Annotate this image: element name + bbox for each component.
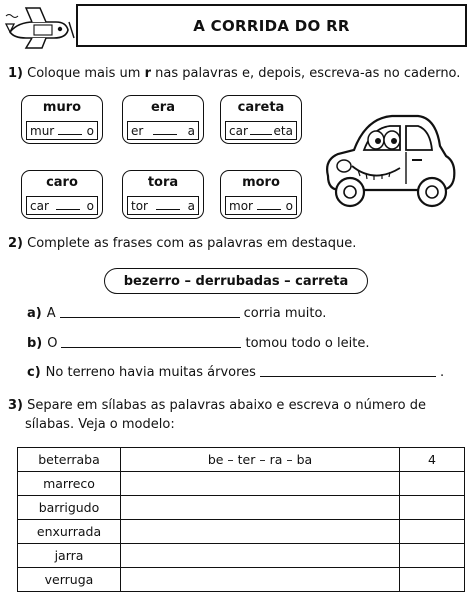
card-word: tora — [147, 175, 179, 190]
table-row — [18, 520, 465, 544]
card-prefix: mor — [229, 198, 253, 213]
word-card — [21, 95, 103, 144]
question-2-number: 2) — [8, 236, 23, 251]
cartoon-car-illustration — [314, 104, 464, 214]
table-syllables[interactable] — [121, 496, 400, 520]
question-2-text: Complete as frases com as palavras em destaque. — [27, 236, 357, 251]
question-1-rest: nas palavras e, depois, escreva-as no caderno. — [155, 66, 461, 81]
card-fill-box — [225, 196, 297, 215]
answer-blank[interactable] — [61, 346, 241, 348]
table-row — [18, 496, 465, 520]
answer-blank[interactable] — [260, 375, 436, 377]
sentence-c — [27, 365, 444, 380]
sentence-a — [27, 306, 326, 321]
table-syllables: be – ter – ra – ba — [121, 448, 400, 472]
sentence-label: c) — [27, 365, 41, 380]
question-3-number: 3) — [8, 398, 23, 413]
table-syllables[interactable] — [121, 520, 400, 544]
word-card — [220, 170, 302, 219]
word-card — [122, 170, 204, 219]
question-1-text: Coloque mais um — [27, 66, 141, 81]
sentence-label: a) — [27, 306, 42, 321]
word-card — [21, 170, 103, 219]
card-suffix: o — [86, 198, 94, 213]
sentence-end: tomou todo o leite. — [245, 336, 370, 351]
word-card — [220, 95, 302, 144]
table-row — [18, 448, 465, 472]
highlight-words: bezerro – derrubadas – carreta — [104, 268, 368, 294]
table-count[interactable] — [400, 520, 465, 544]
table-count[interactable] — [400, 568, 465, 592]
card-prefix: mur — [30, 123, 55, 138]
card-word: era — [150, 100, 175, 115]
table-syllables[interactable] — [121, 544, 400, 568]
card-blank[interactable] — [56, 201, 80, 210]
card-word: careta — [237, 100, 285, 115]
card-word: caro — [46, 175, 78, 190]
sentence-start: No terreno havia muitas árvores — [45, 365, 256, 380]
card-blank[interactable] — [257, 201, 281, 210]
card-suffix: eta — [273, 123, 293, 138]
sentence-b — [27, 336, 369, 351]
card-blank[interactable] — [153, 126, 177, 135]
table-syllables[interactable] — [121, 472, 400, 496]
table-row — [18, 568, 465, 592]
card-word: moro — [242, 175, 280, 190]
card-prefix: er — [131, 123, 144, 138]
table-word: verruga — [18, 568, 121, 592]
sentence-start: O — [47, 336, 58, 351]
table-count: 4 — [400, 448, 465, 472]
question-2 — [8, 236, 356, 251]
card-prefix: tor — [131, 198, 148, 213]
table-word: barrigudo — [18, 496, 121, 520]
table-count[interactable] — [400, 472, 465, 496]
table-word: beterraba — [18, 448, 121, 472]
card-word: muro — [42, 100, 82, 115]
question-3-text: Separe em sílabas as palavras abaixo e escreva o número de — [27, 398, 426, 413]
question-1 — [8, 66, 460, 81]
card-suffix: o — [285, 198, 293, 213]
card-suffix: a — [187, 123, 195, 138]
question-3 — [8, 398, 426, 413]
question-3-line-2: sílabas. Veja o modelo: — [25, 417, 175, 432]
card-prefix: car — [229, 123, 248, 138]
card-suffix: o — [86, 123, 94, 138]
card-fill-box — [225, 121, 297, 140]
sentence-end: corria muito. — [243, 306, 327, 321]
table-word: marreco — [18, 472, 121, 496]
question-1-number: 1) — [8, 66, 23, 81]
card-fill-box — [127, 121, 199, 140]
question-1-letter: r — [144, 66, 151, 81]
table-row — [18, 544, 465, 568]
card-blank[interactable] — [156, 201, 180, 210]
card-fill-box — [26, 196, 98, 215]
table-row — [18, 472, 465, 496]
answer-blank[interactable] — [60, 316, 240, 318]
card-blank[interactable] — [250, 126, 272, 135]
sentence-start: A — [46, 306, 56, 321]
sentence-label: b) — [27, 336, 43, 351]
table-word: jarra — [18, 544, 121, 568]
airplane-logo-icon — [4, 2, 76, 50]
table-word: enxurrada — [18, 520, 121, 544]
sentence-end: . — [439, 365, 445, 380]
syllable-table — [17, 447, 465, 592]
card-fill-box — [26, 121, 98, 140]
table-count[interactable] — [400, 544, 465, 568]
card-suffix: a — [187, 198, 195, 213]
page-title: A CORRIDA DO RR — [76, 4, 467, 47]
table-count[interactable] — [400, 496, 465, 520]
word-card — [122, 95, 204, 144]
card-prefix: car — [30, 198, 49, 213]
table-syllables[interactable] — [121, 568, 400, 592]
card-fill-box — [127, 196, 199, 215]
card-blank[interactable] — [58, 126, 82, 135]
